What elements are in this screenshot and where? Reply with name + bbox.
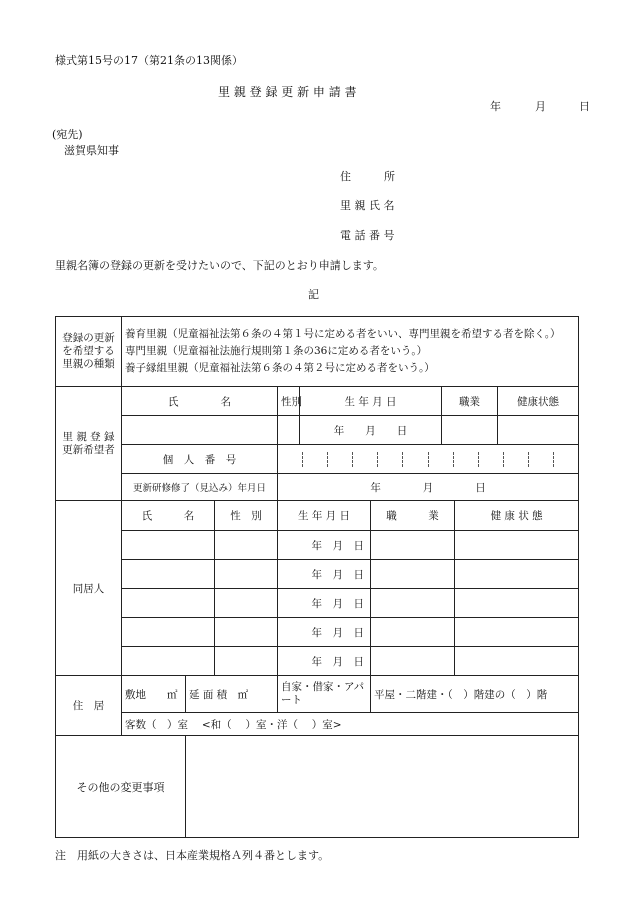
applicant-health-field[interactable] xyxy=(498,416,579,445)
household-sex-field[interactable] xyxy=(215,618,278,647)
household-birth-header: 生 年 月 日 xyxy=(278,501,371,531)
applicant-sex-field[interactable] xyxy=(278,416,300,445)
household-job-field[interactable] xyxy=(371,560,455,589)
applicant-name-label: 里 親 氏 名 xyxy=(340,199,395,212)
household-health-header: 健 康 状 態 xyxy=(455,501,579,531)
household-sex-header: 性 別 xyxy=(215,501,278,531)
footnote: 注 用紙の大きさは、日本産業規格Ａ列４番とします。 xyxy=(55,849,330,862)
household-health-field[interactable] xyxy=(455,618,579,647)
date-month-label: 月 xyxy=(535,100,546,113)
household-job-field[interactable] xyxy=(371,647,455,676)
household-health-field[interactable] xyxy=(455,531,579,560)
household-name-field[interactable] xyxy=(122,618,215,647)
residence-floor-area[interactable]: 延 面 積 ㎡ xyxy=(186,676,278,713)
household-birth-field[interactable]: 年 月 日 xyxy=(278,618,371,647)
household-row xyxy=(56,618,579,647)
addressee-prefix: (宛先) xyxy=(52,128,83,141)
household-birth-field[interactable]: 年 月 日 xyxy=(278,560,371,589)
household-row xyxy=(56,560,579,589)
household-row xyxy=(56,589,579,618)
ki-marker: 記 xyxy=(308,288,319,301)
applicant-job-header: 職業 xyxy=(442,387,498,416)
household-section-label: 同居人 xyxy=(56,501,122,676)
application-form-table xyxy=(55,316,579,838)
household-job-header: 職 業 xyxy=(371,501,455,531)
household-job-field[interactable] xyxy=(371,531,455,560)
applicant-phone-label: 電 話 番 号 xyxy=(340,229,395,242)
personal-number-digits xyxy=(278,447,578,472)
applicant-health-header: 健康状態 xyxy=(498,387,579,416)
residence-section-label: 住 居 xyxy=(56,676,122,736)
kind-label: 登録の更新 を希望する 里親の種類 xyxy=(56,317,122,387)
household-health-field[interactable] xyxy=(455,560,579,589)
household-health-field[interactable] xyxy=(455,589,579,618)
household-sex-field[interactable] xyxy=(215,647,278,676)
residence-rooms[interactable]: 客数（ ）室 <和（ ）室・洋（ ）室> xyxy=(122,713,579,736)
household-name-field[interactable] xyxy=(122,531,215,560)
household-name-field[interactable] xyxy=(122,560,215,589)
household-birth-field[interactable]: 年 月 日 xyxy=(278,531,371,560)
applicant-name-field[interactable] xyxy=(122,416,278,445)
household-sex-field[interactable] xyxy=(215,531,278,560)
kind-option-specialist[interactable]: 専門里親（児童福祉法施行規則第１条の36に定める者をいう。） xyxy=(125,345,428,357)
household-sex-field[interactable] xyxy=(215,560,278,589)
household-row xyxy=(56,647,579,676)
applicant-address-label: 住 所 xyxy=(340,170,395,183)
personal-number-label: 個 人 番 号 xyxy=(122,445,278,474)
date-day-label: 日 xyxy=(579,100,590,113)
page-title: 里 親 登 録 更 新 申 請 書 xyxy=(218,85,357,99)
training-date-field[interactable]: 年 月 日 xyxy=(278,474,579,501)
residence-ownership[interactable]: 自家・借家・アパート xyxy=(278,676,371,713)
kind-option-adoption[interactable]: 養子縁組里親（児童福祉法第６条の４第２号に定める者をいう。） xyxy=(125,362,435,374)
date-year-label: 年 xyxy=(490,100,501,113)
applicant-name-header: 氏 名 xyxy=(122,387,278,416)
other-changes-field[interactable] xyxy=(186,736,579,838)
form-number: 様式第15号の17（第21条の13関係） xyxy=(55,54,243,67)
household-sex-field[interactable] xyxy=(215,589,278,618)
household-health-field[interactable] xyxy=(455,647,579,676)
other-changes-label: その他の変更事項 xyxy=(56,736,186,838)
household-birth-field[interactable]: 年 月 日 xyxy=(278,647,371,676)
household-name-field[interactable] xyxy=(122,647,215,676)
household-job-field[interactable] xyxy=(371,589,455,618)
kind-options xyxy=(122,317,579,387)
addressee-name: 滋賀県知事 xyxy=(64,144,119,157)
household-name-field[interactable] xyxy=(122,589,215,618)
kind-option-foster[interactable]: 養育里親（児童福祉法第６条の４第１号に定める者をいい、専門里親を希望する者を除く。） xyxy=(125,328,561,340)
personal-number-field[interactable] xyxy=(278,445,579,474)
residence-building-type[interactable]: 平屋・二階建・（ ）階建の（ ）階 xyxy=(371,676,579,713)
household-row xyxy=(56,531,579,560)
applicant-job-field[interactable] xyxy=(442,416,498,445)
household-birth-field[interactable]: 年 月 日 xyxy=(278,589,371,618)
applicant-birth-header: 生 年 月 日 xyxy=(300,387,442,416)
applicant-birth-field[interactable]: 年 月 日 xyxy=(300,416,442,445)
training-date-label: 更新研修修了（見込み）年月日 xyxy=(122,474,278,501)
applicant-sex-header: 性別 xyxy=(278,387,300,416)
household-name-header: 氏 名 xyxy=(122,501,215,531)
applicant-section-label: 里 親 登 録 更新希望者 xyxy=(56,387,122,501)
household-job-field[interactable] xyxy=(371,618,455,647)
residence-site-area[interactable]: 敷地 ㎡ xyxy=(122,676,186,713)
application-statement: 里親名簿の登録の更新を受けたいので、下記のとおり申請します。 xyxy=(55,259,384,272)
